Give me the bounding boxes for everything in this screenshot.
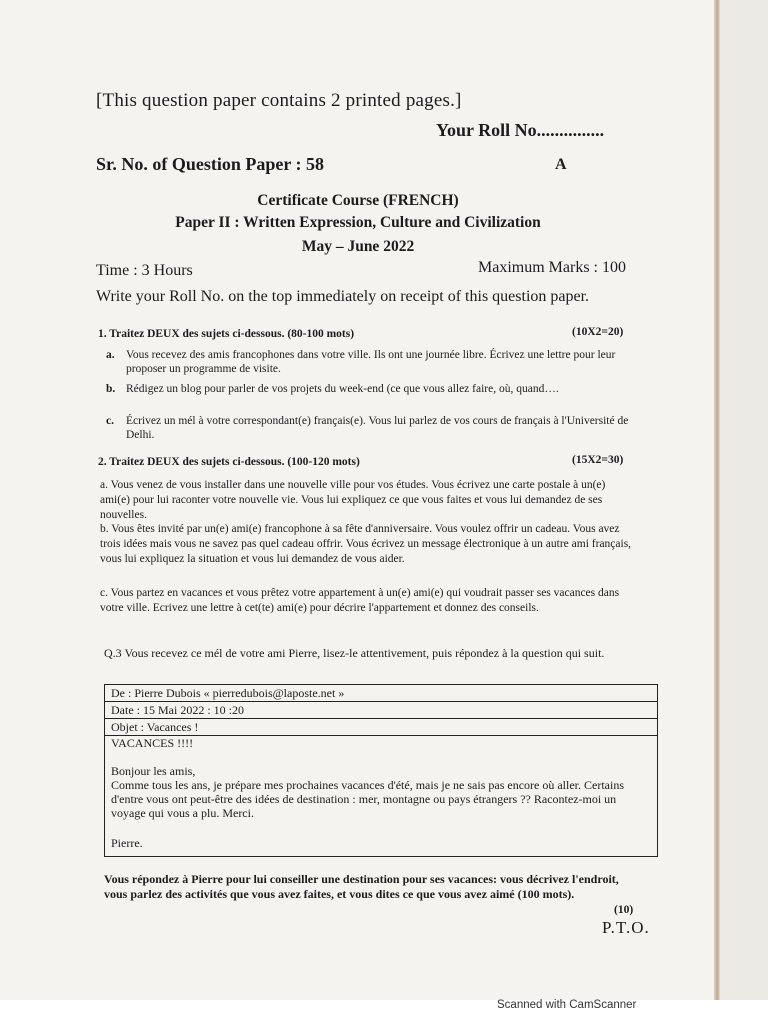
q1-marks: (10X2=20) xyxy=(572,326,624,338)
q1-item-a xyxy=(106,348,634,376)
roll-number-instruction: Write your Roll No. on the top immediately on receipt of this question paper. xyxy=(96,288,590,305)
q1-title: 1. Traitez DEUX des sujets ci-dessous. (80-100 mots) xyxy=(98,328,355,340)
q1-item-a-text: Vous recevez des amis francophones dans votre ville. Ils ont une journée libre. Écrivez une lettre pour leur proposer un programme de visite. xyxy=(126,349,616,375)
roll-number-label: Your Roll No............... xyxy=(436,120,605,140)
q2-title: 2. Traitez DEUX des sujets ci-dessous. (100-120 mots) xyxy=(98,456,360,468)
question-paper-serial: Sr. No. of Question Paper : 58 xyxy=(96,154,325,174)
q1-item-c-label: c. xyxy=(106,415,114,427)
printed-pages-note: [This question paper contains 2 printed pages.] xyxy=(96,90,462,111)
email-signature: Pierre. xyxy=(111,836,143,850)
email-body: Comme tous les ans, je prépare mes prochaines vacances d'été, mais je ne sais pas encore où aller. Certains d'entre vous ont peut-être des idées de destination : mer, montagne ou pays étrangers ?? Racontez-moi un voyage qui vous a plu. Merci. xyxy=(111,778,624,820)
email-body-area xyxy=(105,736,657,850)
email-date: Date : 15 Mai 2022 : 10 :20 xyxy=(105,702,657,719)
camscanner-watermark: Scanned with CamScanner xyxy=(497,999,637,1011)
maximum-marks: Maximum Marks : 100 xyxy=(478,259,626,276)
q1-item-c-text: Écrivez un mél à votre correspondant(e) français(e). Vous lui parlez de vos cours de français à l'Université de Delhi. xyxy=(126,415,629,441)
page-edge xyxy=(714,0,720,1000)
time-allowed: Time : 3 Hours xyxy=(96,262,193,279)
email-heading: VACANCES !!!! xyxy=(111,736,194,750)
q2-marks: (15X2=30) xyxy=(572,454,624,466)
scan-footer xyxy=(0,1000,768,1024)
q1-item-a-label: a. xyxy=(106,349,115,361)
q1-item-b xyxy=(106,382,634,396)
q1-item-c xyxy=(106,414,634,442)
paper-title: Paper II : Written Expression, Culture and Civilization xyxy=(175,214,541,231)
email-box xyxy=(104,684,658,857)
email-from: De : Pierre Dubois « pierredubois@laposte.net » xyxy=(105,685,657,702)
q2-item-a: a. Vous venez de vous installer dans une nouvelle ville pour vos études. Vous écrivez une carte postale à un(e) ami(e) pour lui raconter votre nouvelle vie. Vous lui expliquez ce que vous faites et vous lui demandez de ses nouvelles. xyxy=(100,479,606,521)
q2-item-b: b. Vous êtes invité par un(e) ami(e) francophone à sa fête d'anniversaire. Vous voulez offrir un cadeau. Vous avez trois idées mais vous ne savez pas quel cadeau offrir. Vous écrivez un message électronique à un autre ami français, vous lui expliquez la situation et vous lui demandez de vous aider. xyxy=(100,523,632,565)
email-greeting: Bonjour les amis, xyxy=(111,764,196,778)
q1-item-b-label: b. xyxy=(106,383,116,395)
paper-set-letter: A xyxy=(555,156,567,173)
q3-task: Vous répondez à Pierre pour lui conseiller une destination pour ses vacances: vous décrivez l'endroit, vous parlez des activités que vous avez faites, et vous dites ce que vous avez aimé (100 mots). xyxy=(104,872,619,901)
email-subject: Objet : Vacances ! xyxy=(105,719,657,736)
q2-item-c: c. Vous partez en vacances et vous prêtez votre appartement à un(e) ami(e) qui voudrait passer ses vacances dans votre ville. Ecrivez une lettre à cet(te) ami(e) pour décrire l'appartement et donnez des conseils. xyxy=(100,587,620,614)
q1-item-b-text: Rédigez un blog pour parler de vos projets du week-end (ce que vous allez faire, où, quand…. xyxy=(126,383,559,395)
please-turn-over: P.T.O. xyxy=(602,918,650,937)
q3-marks: (10) xyxy=(614,904,634,916)
q3-intro: Q.3 Vous recevez ce mél de votre ami Pierre, lisez-le attentivement, puis répondez à la question qui suit. xyxy=(104,646,605,660)
exam-session: May – June 2022 xyxy=(301,238,415,255)
course-title: Certificate Course (FRENCH) xyxy=(257,192,459,209)
